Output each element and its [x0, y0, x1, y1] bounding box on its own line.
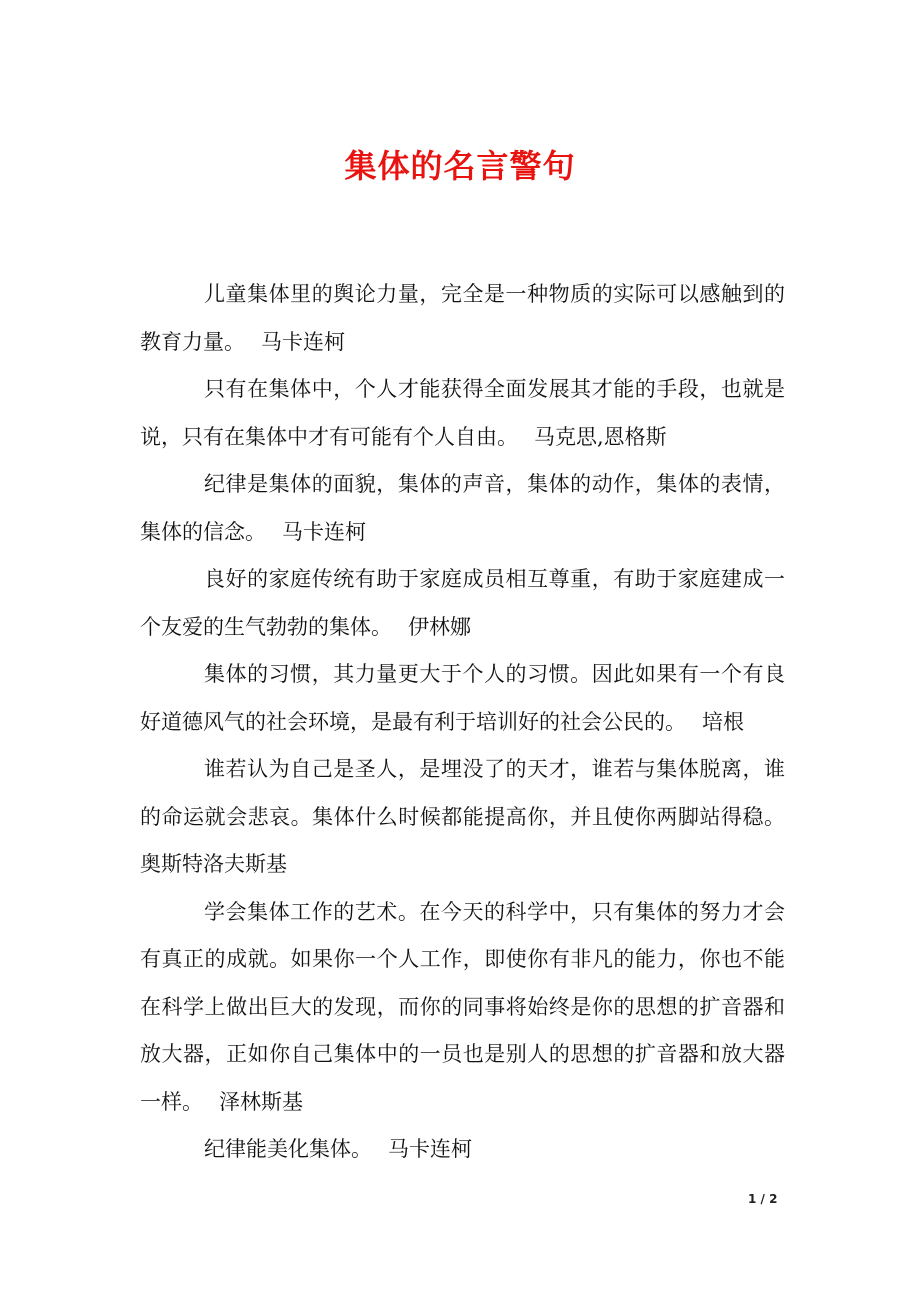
quote-paragraph	[140, 889, 785, 1127]
quote-text: 学会集体工作的艺术。在今天的科学中，只有集体的努力才会有真正的成就。如果你一个人工作，即使你有非凡的能力，你也不能在科学上做出巨大的发现，而你的同事将始终是你的思想的扩音器和放大器，正如你自己集体中的一员也是别人的思想的扩音器和放大器一样。	[140, 899, 785, 1114]
page-title: 集体的名言警句	[344, 147, 576, 185]
quote-list	[140, 271, 785, 1174]
quote-text: 纪律能美化集体。	[204, 1137, 372, 1161]
quote-author: 马卡连柯	[282, 519, 366, 544]
quote-text: 只有在集体中，个人才能获得全面发展其才能的手段，也就是说，只有在集体中才有可能有个人自由。	[140, 377, 785, 449]
quote-author: 马卡连柯	[261, 329, 345, 354]
quote-paragraph	[140, 461, 785, 556]
quote-author: 马克思,恩格斯	[534, 424, 667, 449]
quote-paragraph	[140, 1126, 785, 1174]
quote-author: 马卡连柯	[388, 1137, 472, 1161]
quote-text: 良好的家庭传统有助于家庭成员相互尊重，有助于家庭建成一个友爱的生气勃勃的集体。	[140, 567, 785, 639]
quote-paragraph	[140, 556, 785, 651]
quote-paragraph	[140, 271, 785, 366]
quote-text: 纪律是集体的面貌，集体的声音，集体的动作，集体的表情，集体的信念。	[140, 472, 785, 544]
quote-author: 奥斯特洛夫斯基	[140, 852, 287, 876]
quote-text: 集体的习惯，其力量更大于个人的习惯。因此如果有一个有良好道德风气的社会环境，是最有利于培训好的社会公民的。	[140, 662, 785, 734]
page-number: 1 / 2	[748, 1192, 778, 1206]
quote-paragraph	[140, 366, 785, 461]
quote-text: 儿童集体里的舆论力量，完全是一种物质的实际可以感触到的教育力量。	[140, 282, 785, 354]
quote-author: 泽林斯基	[219, 1089, 303, 1114]
quote-author: 伊林娜	[408, 614, 471, 639]
quote-text: 谁若认为自己是圣人，是埋没了的天才，谁若与集体脱离，谁的命运就会悲哀。集体什么时候都能提高你，并且使你两脚站得稳。	[140, 757, 785, 829]
quote-paragraph	[140, 746, 785, 889]
quote-paragraph	[140, 651, 785, 746]
quote-author: 培根	[702, 709, 744, 734]
